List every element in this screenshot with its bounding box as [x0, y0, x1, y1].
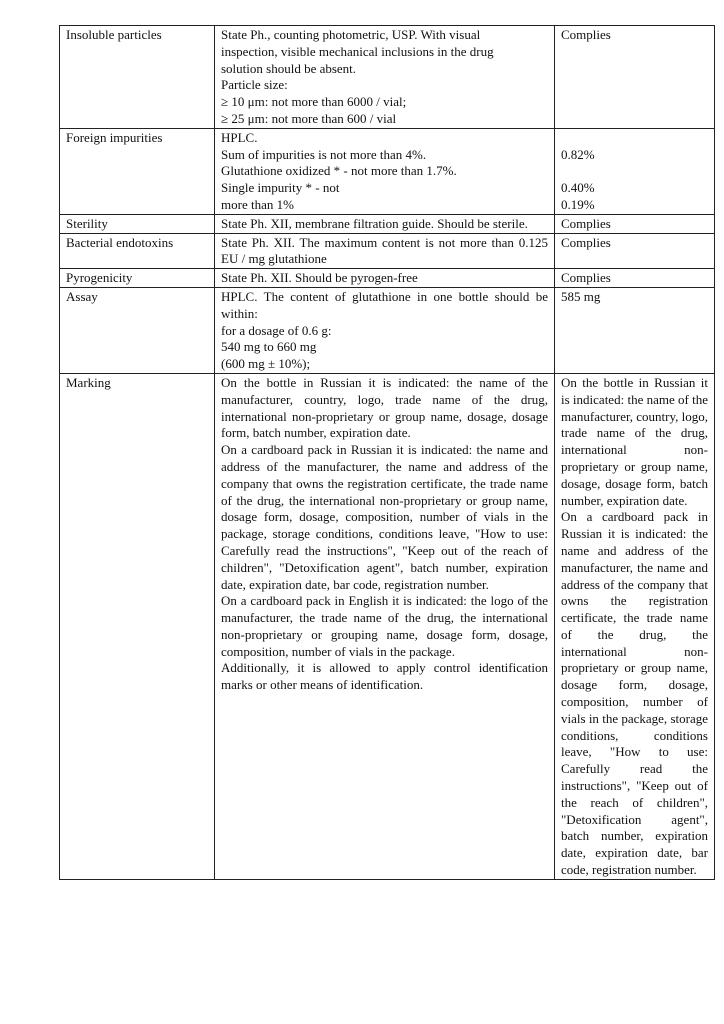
method-text: State Ph. XII, membrane filtration guide. Should be sterile. [221, 215, 528, 231]
method-line: Particle size: [221, 77, 288, 93]
parameter-name: Bacterial endotoxins [66, 234, 174, 250]
method-line: HPLC. [221, 129, 258, 145]
result-value: Complies [561, 215, 611, 231]
method-line: for a dosage of 0.6 g: [221, 322, 332, 338]
method-paragraph: On a cardboard pack in Russian it is indicated: the name and address of the manufacturer, the name and address of the company that owns the registration certificate, the trade name of the drug, the international non-proprietary or group name, dosage form, dosage, composition, number of vials in the package, storage conditions, conditions leave, "How to use: Carefully read the instructions", "Keep out of the reach of children", "Detoxification agent", batch number, expiration date, expiration date, bar code, registration number. [221, 442, 548, 592]
method-cell [215, 26, 555, 129]
method-cell [215, 214, 555, 233]
table-row [60, 269, 715, 288]
spacer [561, 130, 708, 147]
parameter-cell [60, 287, 215, 373]
parameter-name: Pyrogenicity [66, 270, 133, 286]
parameter-name: Assay [66, 288, 98, 304]
result-cell [555, 128, 715, 214]
parameter-name: Insoluble particles [66, 27, 162, 42]
table-row [60, 128, 715, 214]
result-value: Complies [561, 234, 611, 250]
result-cell [555, 233, 715, 269]
method-paragraph: On the bottle in Russian it is indicated: the name of the manufacturer, country, logo, trade name of the drug, international non-proprietary or group name, dosage, dosage form, batch number, expiration date. [221, 374, 548, 441]
method-text: State Ph. XII. The maximum content is not more than 0.125 EU / mg glutathione [221, 234, 548, 267]
table-row [60, 373, 715, 879]
method-line: inspection, visible mechanical inclusions in the drug [221, 43, 494, 59]
result-cell [555, 287, 715, 373]
parameter-name: Foreign impurities [66, 129, 163, 145]
method-line: Glutathione oxidized * - not more than 1.7%. [221, 163, 457, 179]
parameter-cell [60, 233, 215, 269]
parameter-cell [60, 373, 215, 879]
method-text: State Ph. XII. Should be pyrogen-free [221, 270, 418, 286]
method-line: Sum of impurities is not more than 4%. [221, 146, 427, 162]
method-line: more than 1% [221, 196, 294, 212]
table-row [60, 26, 715, 129]
result-cell [555, 269, 715, 288]
method-cell [215, 128, 555, 214]
parameter-name: Sterility [66, 215, 108, 231]
result-cell [555, 26, 715, 129]
table-row [60, 287, 715, 373]
method-line: solution should be absent. [221, 60, 357, 76]
parameter-cell [60, 26, 215, 129]
method-line: ≥ 25 μm: not more than 600 / vial [221, 110, 397, 126]
result-paragraph: On the bottle in Russian it is indicated: the name of the manufacturer, country, logo, trade name of the drug, international non-proprietary or group name, dosage, dosage form, batch number, expiration date. [561, 374, 708, 508]
result-value: 0.82% [561, 146, 595, 162]
result-cell [555, 373, 715, 879]
table-row [60, 214, 715, 233]
parameter-cell [60, 269, 215, 288]
result-value: 585 mg [561, 288, 601, 304]
table-row [60, 233, 715, 269]
parameter-cell [60, 128, 215, 214]
method-line: ≥ 10 μm: not more than 6000 / vial; [221, 94, 407, 110]
method-cell [215, 373, 555, 879]
method-line: State Ph., counting photometric, USP. With visual [221, 27, 481, 42]
method-cell [215, 269, 555, 288]
method-line: (600 mg ± 10%); [221, 356, 311, 372]
specification-table [59, 25, 715, 880]
method-cell [215, 233, 555, 269]
method-paragraph: On a cardboard pack in English it is indicated: the logo of the manufacturer, the trade name of the drug, the international non-proprietary or grouping name, dosage form, dosage, composition, number of vials in the package. [221, 593, 548, 659]
parameter-cell [60, 214, 215, 233]
method-text: HPLC. The content of glutathione in one bottle should be within: [221, 288, 548, 321]
spacer [561, 163, 708, 180]
method-paragraph: Additionally, it is allowed to apply control identification marks or other means of identification. [221, 660, 548, 693]
method-cell [215, 287, 555, 373]
result-value: Complies [561, 27, 611, 42]
result-value: 0.19% [561, 196, 595, 212]
result-value: 0.40% [561, 180, 595, 196]
method-line: 540 mg to 660 mg [221, 339, 317, 355]
parameter-name: Marking [66, 374, 111, 390]
result-value: Complies [561, 270, 611, 286]
result-paragraph: On a cardboard pack in Russian it is indicated: the name and address of the manufacturer, the name and address of the company that owns the registration certificate, the trade name of the drug, the international non-proprietary or group name, dosage form, dosage, composition, number of vials in the package, storage conditions, conditions leave, "How to use: Carefully read the instructions", "Keep out of the reach of children", "Detoxification agent", batch number, expiration date, expiration date, bar code, registration number. [561, 509, 708, 878]
result-cell [555, 214, 715, 233]
method-line: Single impurity * - not [221, 180, 340, 196]
